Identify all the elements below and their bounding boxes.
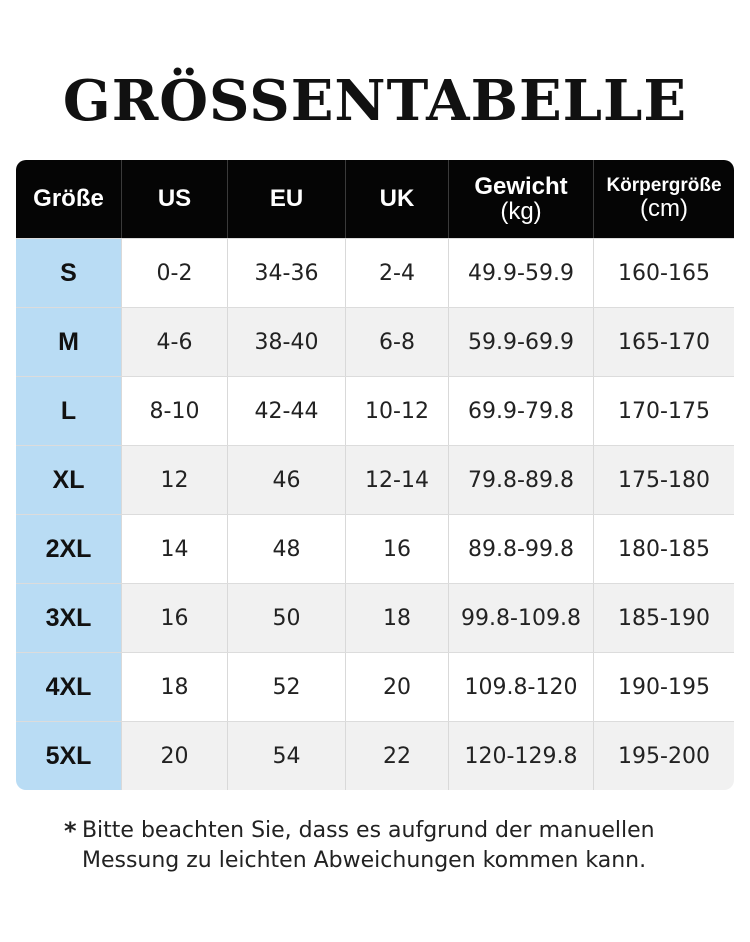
cell-size: S: [16, 239, 122, 307]
table-row: [16, 445, 734, 514]
cell-height: 165-170: [594, 308, 734, 376]
cell-height: 190-195: [594, 653, 734, 721]
table-row: [16, 583, 734, 652]
cell-uk: 2-4: [346, 239, 449, 307]
cell-size: L: [16, 377, 122, 445]
asterisk-icon: *: [64, 817, 77, 845]
cell-height: 175-180: [594, 446, 734, 514]
table-row: [16, 721, 734, 790]
cell-weight: 99.8-109.8: [449, 584, 594, 652]
cell-height: 195-200: [594, 722, 734, 790]
table-row: [16, 376, 734, 445]
header-height-unit: (cm): [640, 195, 688, 223]
cell-uk: 10-12: [346, 377, 449, 445]
cell-height: 185-190: [594, 584, 734, 652]
page-title: GRÖSSENTABELLE: [62, 68, 688, 134]
table-body: [16, 238, 734, 790]
cell-us: 0-2: [122, 239, 228, 307]
header-weight-unit: (kg): [500, 198, 542, 225]
cell-size: 5XL: [16, 722, 122, 790]
footnote: [64, 816, 724, 876]
cell-uk: 18: [346, 584, 449, 652]
cell-eu: 38-40: [228, 308, 346, 376]
cell-eu: 46: [228, 446, 346, 514]
cell-eu: 42-44: [228, 377, 346, 445]
cell-eu: 50: [228, 584, 346, 652]
cell-uk: 20: [346, 653, 449, 721]
cell-weight: 79.8-89.8: [449, 446, 594, 514]
table-row: [16, 652, 734, 721]
cell-weight: 59.9-69.9: [449, 308, 594, 376]
cell-us: 8-10: [122, 377, 228, 445]
cell-weight: 49.9-59.9: [449, 239, 594, 307]
cell-height: 160-165: [594, 239, 734, 307]
header-us: US: [122, 160, 228, 238]
cell-us: 18: [122, 653, 228, 721]
header-size: Größe: [16, 160, 122, 238]
cell-size: M: [16, 308, 122, 376]
cell-weight: 89.8-99.8: [449, 515, 594, 583]
table-row: [16, 238, 734, 307]
cell-uk: 22: [346, 722, 449, 790]
cell-size: 4XL: [16, 653, 122, 721]
table-row: [16, 307, 734, 376]
cell-eu: 52: [228, 653, 346, 721]
cell-us: 14: [122, 515, 228, 583]
footnote-text: Bitte beachten Sie, dass es aufgrund der manuellen Messung zu leichten Abweichungen kommen kann.: [81, 818, 655, 873]
cell-us: 16: [122, 584, 228, 652]
header-weight-label: Gewicht: [474, 172, 568, 200]
cell-uk: 12-14: [346, 446, 449, 514]
cell-eu: 48: [228, 515, 346, 583]
header-height-label: Körpergröße: [606, 175, 722, 197]
header-height: [594, 160, 734, 238]
header-weight: [449, 160, 594, 238]
cell-uk: 6-8: [346, 308, 449, 376]
cell-us: 20: [122, 722, 228, 790]
header-uk: UK: [346, 160, 449, 238]
cell-eu: 34-36: [228, 239, 346, 307]
cell-height: 180-185: [594, 515, 734, 583]
cell-uk: 16: [346, 515, 449, 583]
table-row: [16, 514, 734, 583]
cell-size: 2XL: [16, 515, 122, 583]
cell-us: 12: [122, 446, 228, 514]
cell-weight: 69.9-79.8: [449, 377, 594, 445]
header-eu: EU: [228, 160, 346, 238]
cell-eu: 54: [228, 722, 346, 790]
table-header-row: [16, 160, 734, 238]
size-table: [16, 160, 734, 790]
cell-weight: 120-129.8: [449, 722, 594, 790]
cell-size: XL: [16, 446, 122, 514]
cell-us: 4-6: [122, 308, 228, 376]
cell-height: 170-175: [594, 377, 734, 445]
cell-weight: 109.8-120: [449, 653, 594, 721]
cell-size: 3XL: [16, 584, 122, 652]
